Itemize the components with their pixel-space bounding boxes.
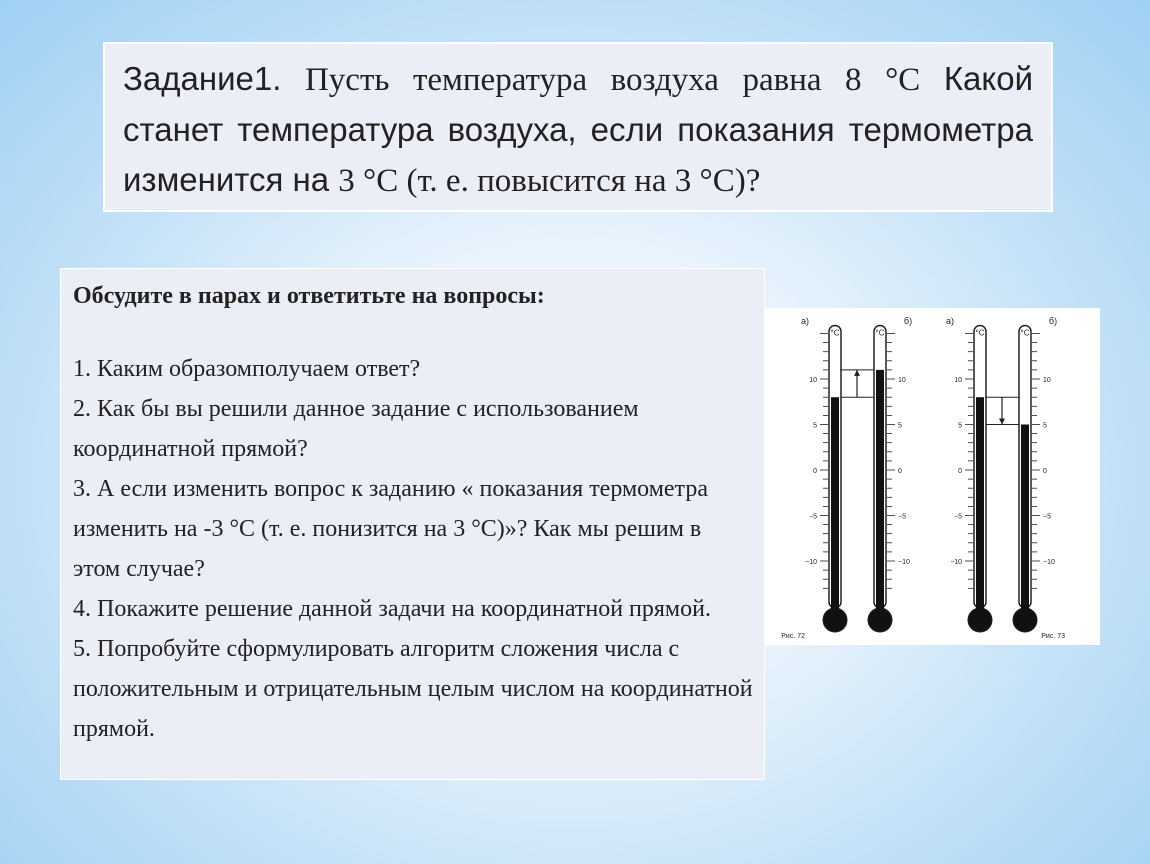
fig2-thermometer-b-scale-label: 5 — [1043, 422, 1047, 430]
discussion-box — [60, 268, 765, 780]
fig1-thermometer-b-scale-label: −10 — [898, 559, 910, 566]
fig2-thermometer-b-scale-label: 10 — [1043, 377, 1051, 384]
fig2-thermometer-b-mercury — [1021, 425, 1029, 613]
fig1-label-a: а) — [800, 316, 810, 326]
fig1-thermometer-a-unit: °С — [830, 328, 840, 338]
fig1-thermometer-a-scale-label: 5 — [813, 422, 817, 430]
question-3-part-2: 3 °С (т. е. понизится на 3 °С)»? Как мы решим в этом случае? — [73, 516, 702, 582]
fig1-arrow-head — [854, 370, 860, 376]
fig2-thermometer-a-scale-label: −5 — [954, 513, 962, 521]
fig1-label-b: б) — [903, 316, 913, 326]
task-label: Задание1. — [123, 60, 282, 97]
task-text-2: Какой станет температура воздуха, если показания термометра изменится на — [123, 60, 1033, 198]
fig1-thermometer-b-unit: °С — [875, 328, 885, 338]
fig2-label-a: а) — [945, 316, 955, 326]
fig2-thermometer-a-unit: °С — [975, 328, 985, 338]
question-5: 5. Попробуйте сформулировать алгоритм сложения числа с положительным и отрицательным целым числом на координатной прямой. — [73, 636, 753, 742]
thermometer-figure — [765, 308, 1100, 645]
fig2-label-b: б) — [1048, 316, 1058, 326]
fig2-caption: Рис. 73 — [1041, 633, 1065, 640]
discussion-title: Обсудите в парах и ответитьте на вопросы: — [73, 283, 545, 309]
fig1-thermometer-b-scale-label: 5 — [898, 422, 902, 430]
fig1-thermometer-b-mercury — [876, 370, 884, 612]
question-1: 1. Каким образомполучаем ответ? — [73, 356, 421, 382]
task-text-1: Пусть температура воздуха равна 8 °С — [281, 62, 944, 98]
fig2-thermometer-a-scale-label: 0 — [958, 468, 962, 475]
fig1-thermometer-a-scale-label: −5 — [809, 513, 817, 521]
fig1-thermometer-a-mercury — [831, 397, 839, 612]
fig1-thermometer-b-scale-label: −5 — [898, 513, 906, 521]
fig2-thermometer-b-scale-label: −5 — [1043, 513, 1051, 521]
fig1-thermometer-b-scale-label: 0 — [898, 468, 902, 475]
fig1-caption: Рис. 72 — [781, 633, 805, 640]
fig1-thermometer-a-scale-label: 10 — [809, 377, 817, 384]
question-2: 2. Как бы вы решили данное задание с использованием координатной прямой? — [73, 396, 639, 462]
task-text-3: 3 °С (т. е. повысится на 3 °С)? — [338, 163, 761, 199]
fig2-thermometer-b-unit: °С — [1020, 328, 1030, 338]
fig2-thermometer-b-scale-label: 0 — [1043, 468, 1047, 475]
fig1-thermometer-b-scale-label: 10 — [898, 377, 906, 384]
thermometer-illustration — [765, 308, 1100, 645]
question-4: 4. Покажите решение данной задачи на координатной прямой. — [73, 596, 711, 622]
fig1-thermometer-a-scale-label: 0 — [813, 468, 817, 475]
fig2-thermometer-b-scale-label: −10 — [1043, 559, 1055, 566]
task-box — [103, 42, 1053, 212]
fig2-thermometer-a-scale-label: 5 — [958, 422, 962, 430]
fig2-thermometer-a-mercury — [976, 397, 984, 612]
fig2-thermometer-a-scale-label: −10 — [950, 559, 962, 566]
question-3-part-1: 3. А если изменить вопрос к заданию « показания термометра изменить на - — [73, 476, 708, 542]
fig1-thermometer-a-scale-label: −10 — [805, 559, 817, 566]
fig2-arrow-head — [999, 419, 1005, 425]
fig2-thermometer-a-scale-label: 10 — [954, 377, 962, 384]
question-3 — [73, 469, 754, 589]
